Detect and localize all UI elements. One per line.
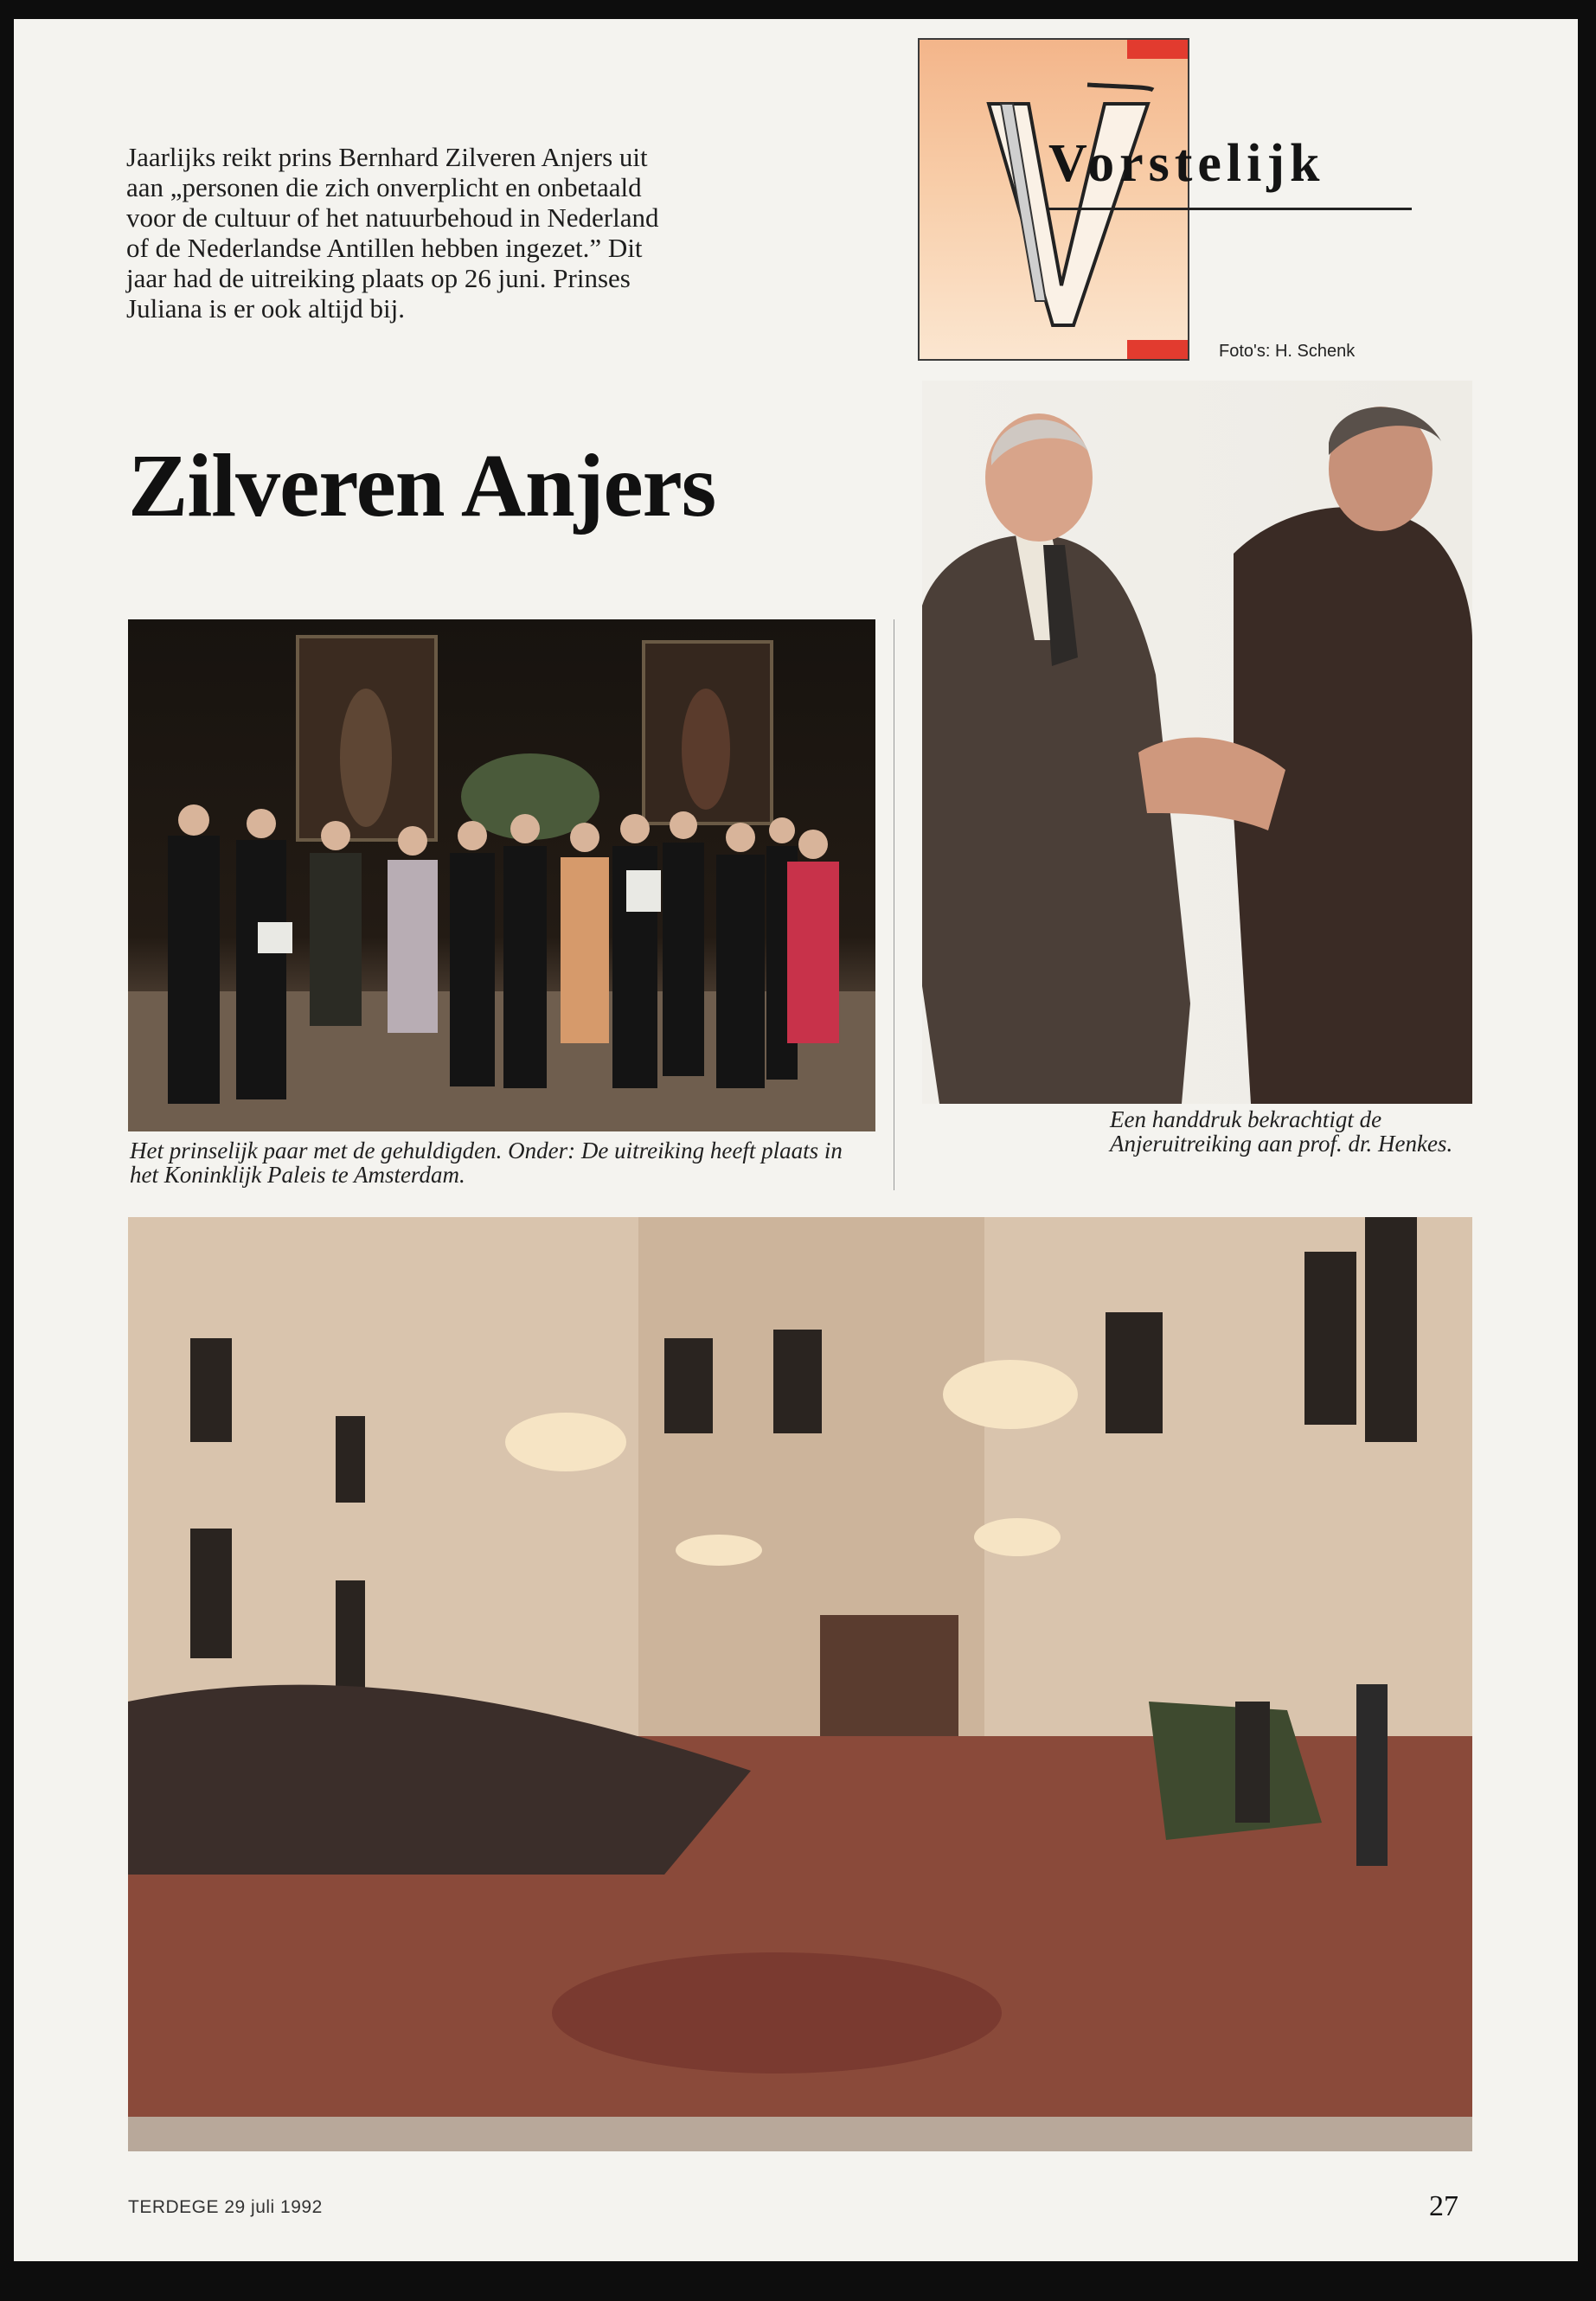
intro-paragraph: Jaarlijks reikt prins Bernhard Zilveren Anjers uit aan „personen die zich onverplicht en onbetaald voor de cultuur of het natuurbehoud in Nederland of de Nederlandse Antillen hebben ingezet.” Dit jaar had de uitreiking plaats op 26 juni. Prinses Juliana is er ook altijd bij. bbox=[126, 142, 659, 324]
handshake-photo bbox=[922, 381, 1472, 1104]
section-logo-word: Vorstelijk bbox=[1048, 134, 1325, 193]
group-photo bbox=[128, 619, 875, 1131]
palace-hall-photo bbox=[128, 1217, 1472, 2151]
logo-v-letter-icon bbox=[984, 78, 1157, 329]
footer-publication: TERDEGE 29 juli 1992 bbox=[128, 2197, 323, 2217]
logo-red-bar-top bbox=[1127, 40, 1188, 59]
logo-red-bar-bottom bbox=[1127, 340, 1188, 359]
section-logo-rule bbox=[1048, 208, 1412, 210]
magazine-page bbox=[14, 19, 1578, 2261]
section-logo bbox=[918, 38, 1189, 361]
article-title: Zilveren Anjers bbox=[128, 436, 716, 535]
photo-credit: Foto's: H. Schenk bbox=[1219, 342, 1356, 361]
page-number: 27 bbox=[1429, 2190, 1458, 2222]
handshake-photo-caption: Een handdruk bekrachtigt de Anjeruitreiking aan prof. dr. Henkes. bbox=[1110, 1106, 1453, 1157]
group-photo-caption: Het prinselijk paar met de gehuldigden. Onder: De uitreiking heeft plaats in het Koninklijk Paleis te Amsterdam. bbox=[130, 1138, 843, 1188]
